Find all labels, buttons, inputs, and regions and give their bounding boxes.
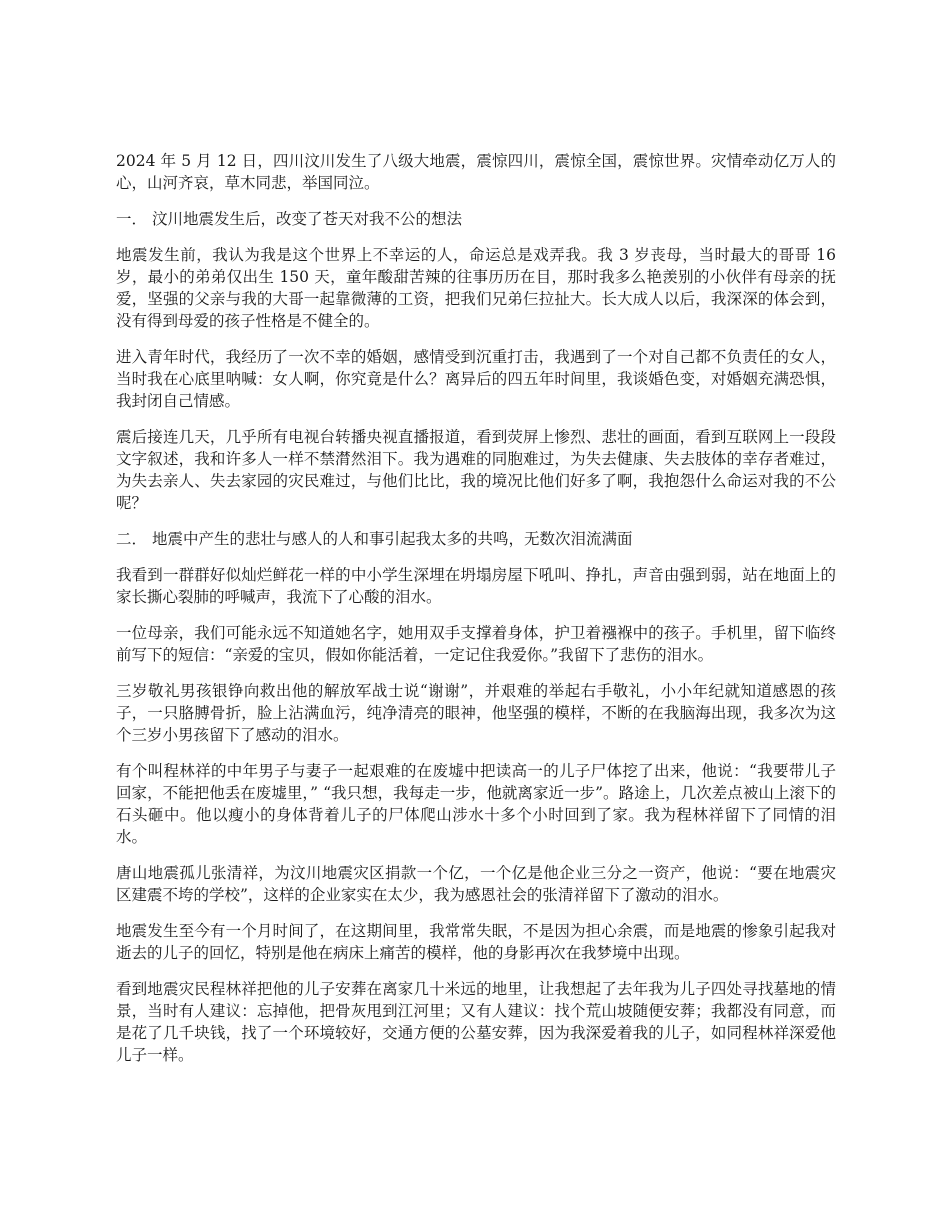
paragraph: 三岁敬礼男孩银铮向救出他的解放军战士说“谢谢”，并艰难的举起右手敬礼，小小年纪就知道感恩的孩子，一只胳膊骨折，脸上沾满血污，纯净清亮的眼神，他坚强的模样，不断的在我脑海出现，我多次为这个三岁小男孩留下了感动的泪水。 [116,682,836,744]
paragraph: 地震发生前，我认为我是这个世界上不幸运的人，命运总是戏弄我。我 3 岁丧母，当时最大的哥哥 16 岁，最小的弟弟仅出生 150 天，童年酸甜苦辣的往事历历在目，那时我多么艳羡别的小伙伴有母亲的抚爱，坚强的父亲与我的大哥一起靠微薄的工资，把我们兄弟仨拉扯大。长大成人以后，我深深的体会到，没有得到母爱的孩子性格是不健全的。 [116,246,836,330]
section-number: 二． [116,530,148,548]
intro-paragraph: 2024 年 5 月 12 日，四川汶川发生了八级大地震，震惊四川，震惊全国，震惊世界。灾情牵动亿万人的心，山河齐哀，草木同悲，举国同泣。 [116,152,836,192]
section-title: 汶川地震发生后，改变了苍天对我不公的想法 [152,210,463,228]
paragraph: 我看到一群群好似灿烂鲜花一样的中小学生深埋在坍塌房屋下吼叫、挣扎，声音由强到弱，站在地面上的家长撕心裂肺的呼喊声，我流下了心酸的泪水。 [116,566,836,606]
section-heading-1 [116,208,836,230]
section-number: 一． [116,210,148,228]
paragraph: 唐山地震孤儿张清祥，为汶川地震灾区捐款一个亿，一个亿是他企业三分之一资产，他说：“要在地震灾区建震不垮的学校”，这样的企业家实在太少，我为感恩社会的张清祥留下了激动的泪水。 [116,864,836,904]
paragraph: 震后接连几天，几乎所有电视台转播央视直播报道，看到荧屏上惨烈、悲壮的画面，看到互联网上一段段文字叙述，我和许多人一样不禁潸然泪下。我为遇难的同胞难过，为失去健康、失去肢体的幸存者难过，为失去亲人、失去家园的灾民难过，与他们比比，我的境况比他们好多了啊，我抱怨什么命运对我的不公呢？ [116,428,836,512]
paragraph: 进入青年时代，我经历了一次不幸的婚姻，感情受到沉重打击，我遇到了一个对自己都不负责任的女人，当时我在心底里呐喊：女人啊，你究竟是什么？离异后的四五年时间里，我谈婚色变，对婚姻充满恐惧，我封闭自己情感。 [116,348,836,410]
paragraph: 有个叫程林祥的中年男子与妻子一起艰难的在废墟中把读高一的儿子尸体挖了出来，他说：“我要带儿子回家，不能把他丢在废墟里，” “我只想，我每走一步，他就离家近一步”。路途上，几次差点被山上滚下的石头砸中。他以瘦小的身体背着儿子的尸体爬山涉水十多个小时回到了家。我为程林祥留下了同情的泪水。 [116,762,836,846]
section-title: 地震中产生的悲壮与感人的人和事引起我太多的共鸣，无数次泪流满面 [152,530,633,548]
paragraph: 一位母亲，我们可能永远不知道她名字，她用双手支撑着身体，护卫着襁褓中的孩子。手机里，留下临终前写下的短信：“亲爱的宝贝，假如你能活着，一定记住我爱你。”我留下了悲伤的泪水。 [116,624,836,664]
paragraph: 看到地震灾民程林祥把他的儿子安葬在离家几十米远的地里，让我想起了去年我为儿子四处寻找墓地的情景，当时有人建议：忘掉他，把骨灰甩到江河里；又有人建议：找个荒山坡随便安葬；我都没有同意，而是花了几千块钱，找了一个环境较好，交通方便的公墓安葬，因为我深爱着我的儿子，如同程林祥深爱他儿子一样。 [116,980,836,1064]
section-heading-2 [116,528,836,550]
paragraph: 地震发生至今有一个月时间了，在这期间里，我常常失眠，不是因为担心余震，而是地震的惨象引起我对逝去的儿子的回忆，特别是他在病床上痛苦的模样，他的身影再次在我梦境中出现。 [116,922,836,962]
document-body [116,150,836,1080]
